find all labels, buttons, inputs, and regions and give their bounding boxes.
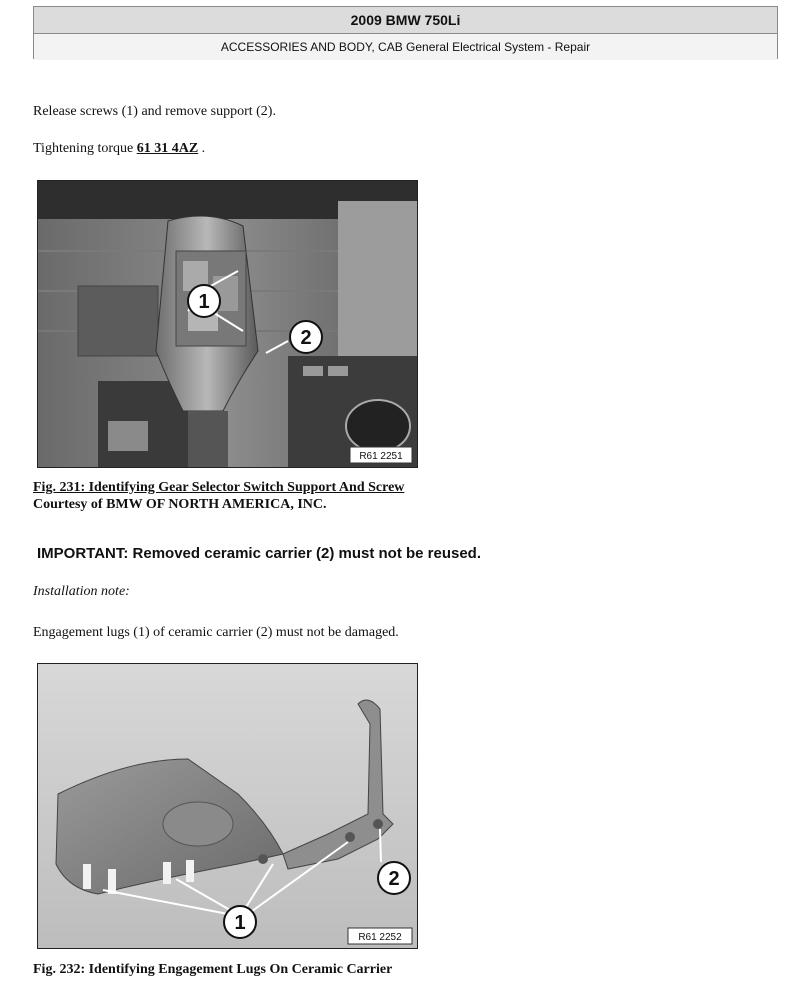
figure-231-callout-1: 1 (198, 291, 210, 313)
document-header (33, 6, 778, 59)
torque-spec-link[interactable]: 61 31 4AZ (136, 141, 199, 156)
figure-232-callout-1: 1 (234, 912, 246, 934)
tightening-torque-line (33, 141, 205, 157)
figure-232-code: R61 2252 (358, 932, 402, 943)
figure-231-caption: Fig. 231: Identifying Gear Selector Switch Support And Screw (33, 480, 405, 495)
figure-231-image (37, 180, 418, 468)
document-subtitle: ACCESSORIES AND BODY, CAB General Electrical System - Repair (34, 34, 777, 60)
step-release-screws: Release screws (1) and remove support (2). (33, 104, 276, 119)
document-title: 2009 BMW 750Li (34, 7, 777, 34)
torque-prefix: Tightening torque (33, 141, 137, 156)
figure-232-callout-2: 2 (388, 868, 400, 890)
figure-231-callout-2: 2 (300, 327, 312, 349)
important-notice: IMPORTANT: Removed ceramic carrier (2) must not be reused. (37, 545, 482, 562)
figure-232-image (37, 663, 418, 949)
figure-231-credit: Courtesy of BMW OF NORTH AMERICA, INC. (33, 497, 327, 512)
step-engagement-lugs: Engagement lugs (1) of ceramic carrier (2) must not be damaged. (33, 625, 399, 640)
installation-note-label: Installation note: (33, 584, 130, 599)
figure-232-caption: Fig. 232: Identifying Engagement Lugs On Ceramic Carrier (33, 962, 393, 977)
figure-231-code: R61 2251 (359, 451, 403, 462)
torque-suffix: . (198, 141, 206, 156)
